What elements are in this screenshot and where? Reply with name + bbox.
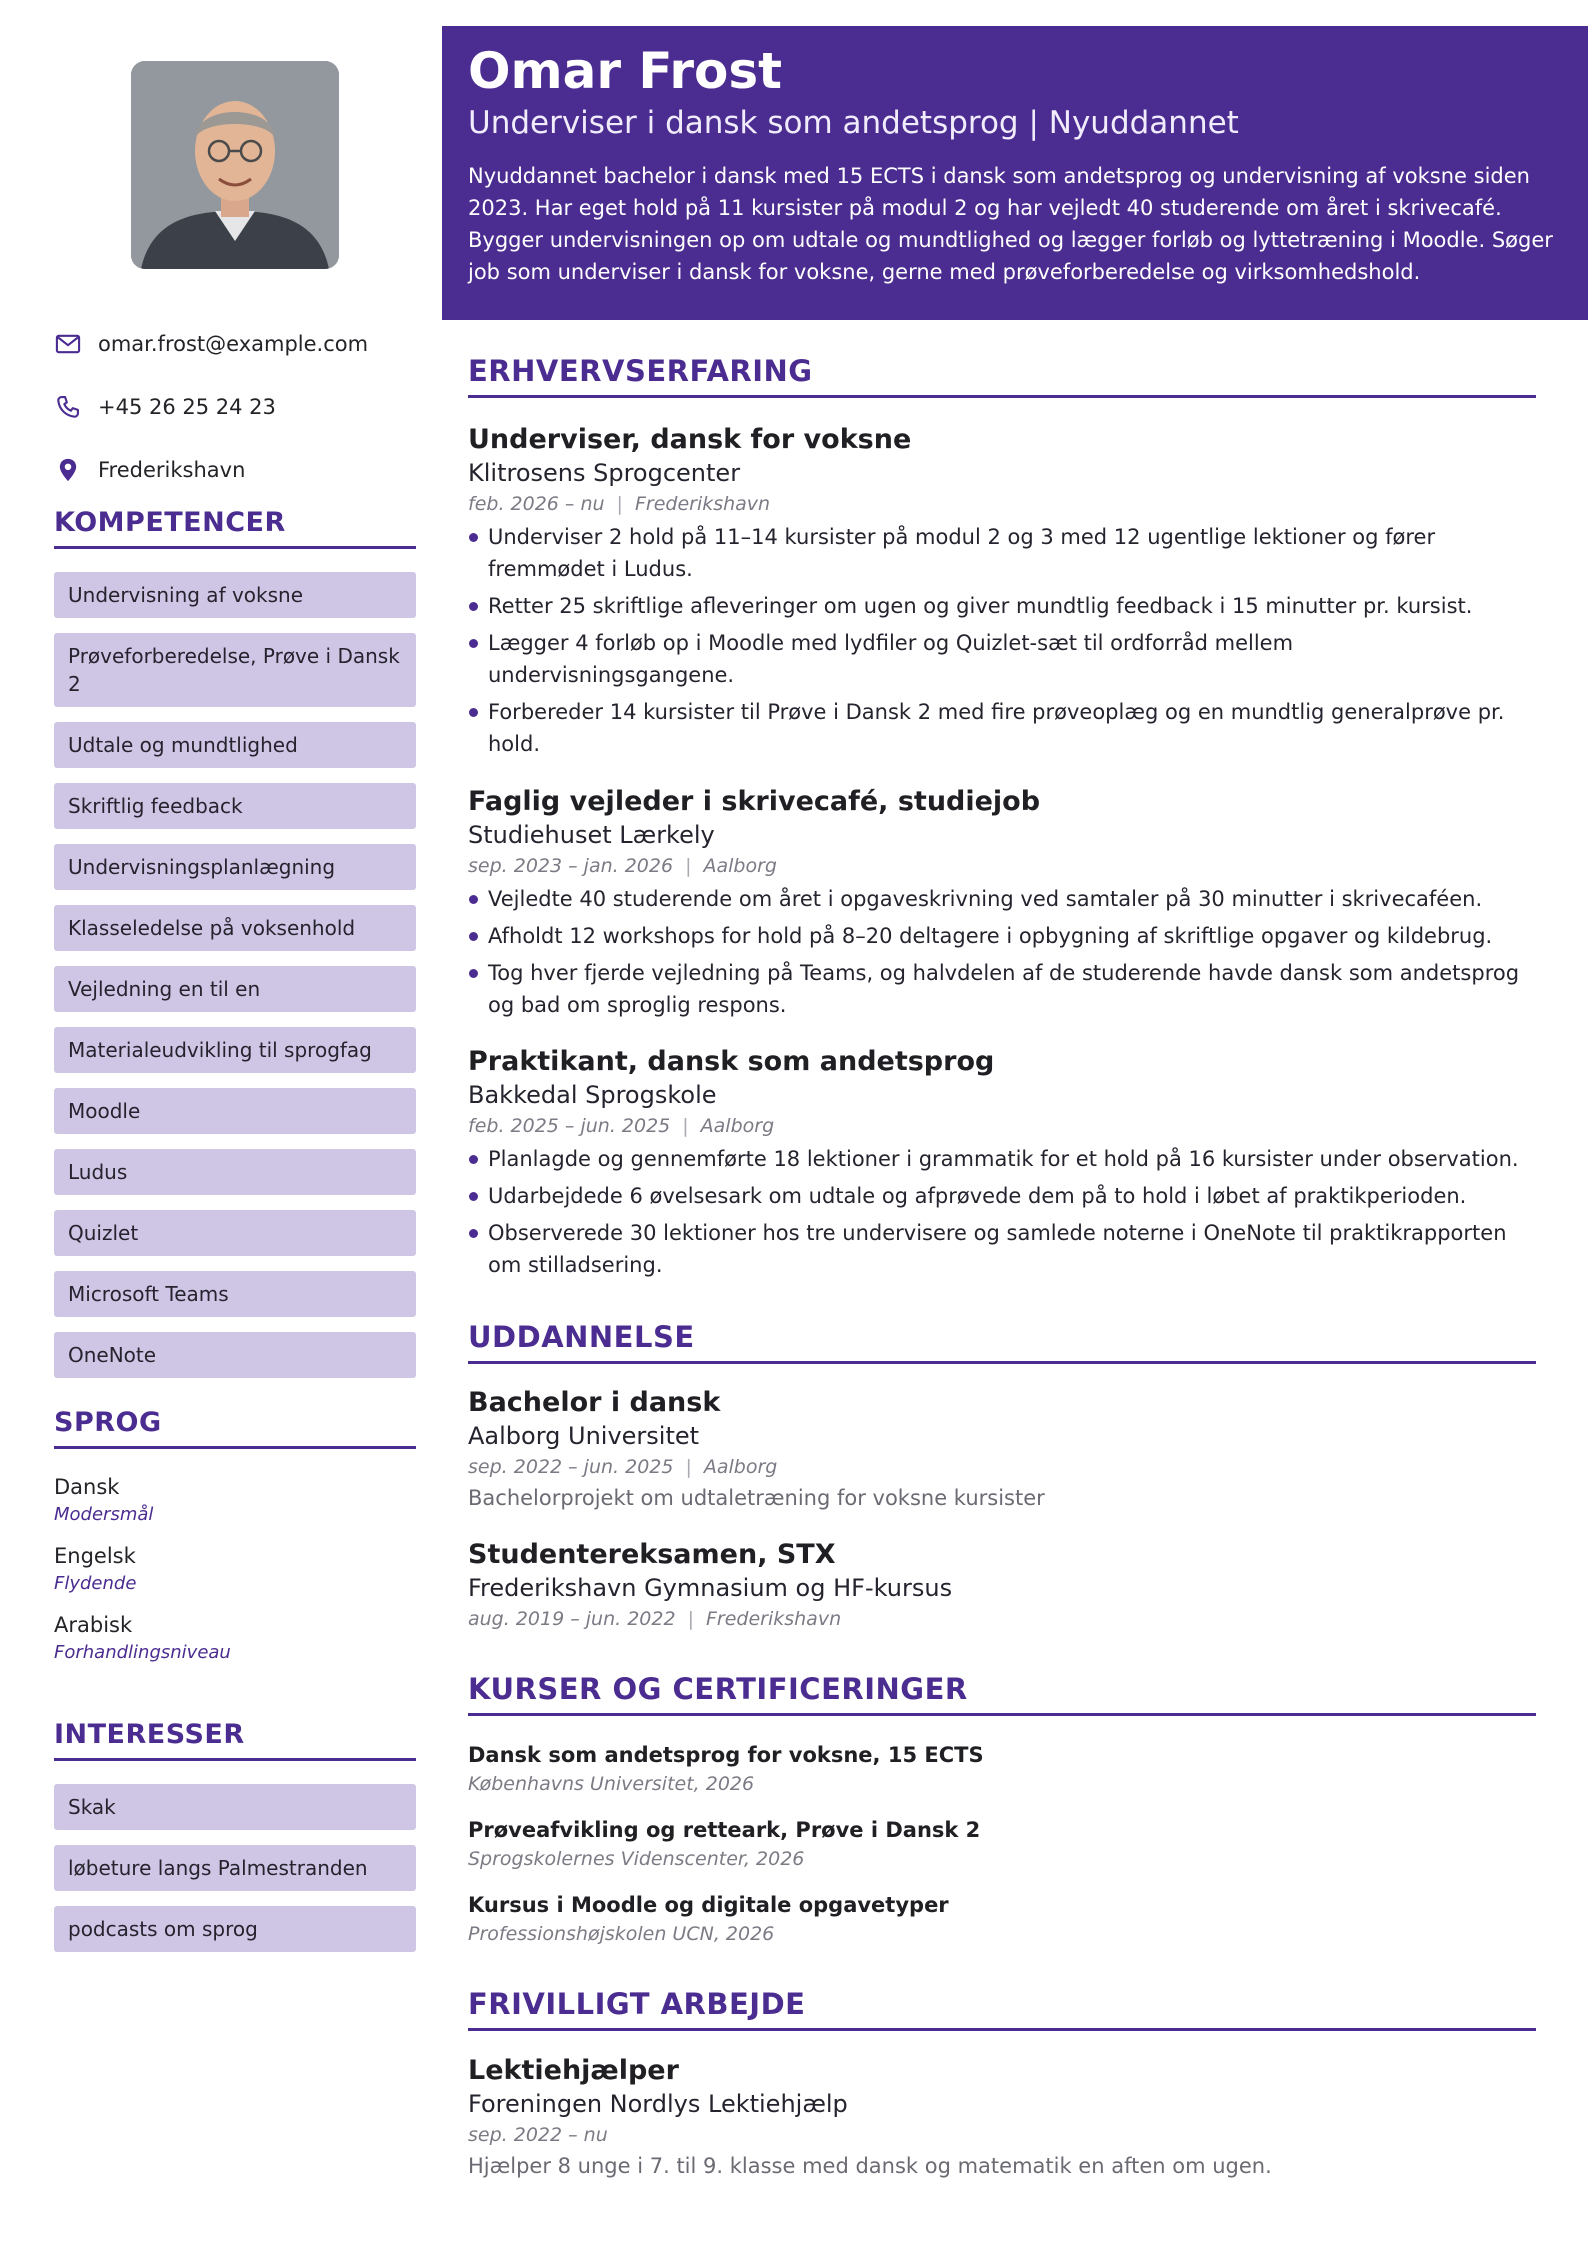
course-name: Dansk som andetsprog for voksne, 15 ECTS — [468, 1743, 984, 1767]
skill-chip: Vejledning en til en — [54, 966, 416, 1012]
job-place: Frederikshavn — [634, 493, 771, 515]
job-bullet: Afholdt 12 workshops for hold på 8–20 deltagere i opbygning af skriftlige opgaver og kildebrug. — [468, 920, 1536, 952]
volunteer-description: Hjælper 8 unge i 7. til 9. klasse med dansk og matematik en aften om ugen. — [468, 2154, 1272, 2178]
skills-heading: KOMPETENCER — [54, 507, 416, 549]
job-title: Underviser, dansk for voksne — [468, 424, 912, 455]
job-bullet: Retter 25 skriftlige afleveringer om ugen og giver mundtlig feedback i 15 minutter pr. kursist. — [468, 590, 1536, 622]
language-level: Forhandlingsniveau — [54, 1642, 231, 1663]
job-meta — [468, 489, 1536, 519]
course-entry — [468, 1740, 1536, 1798]
skill-chip: Klasseledelse på voksenhold — [54, 905, 416, 951]
interest-chip: podcasts om sprog — [54, 1906, 416, 1952]
interest-chip: Skak — [54, 1784, 416, 1830]
degree-title: Bachelor i dansk — [468, 1387, 721, 1418]
job-title: Faglig vejleder i skrivecafé, studiejob — [468, 786, 1041, 817]
job-bullet: Vejledte 40 studerende om året i opgaveskrivning ved samtaler på 30 minutter i skrivecaféen. — [468, 883, 1536, 915]
education-entry — [468, 1386, 1536, 1514]
skill-chip: Udtale og mundtlighed — [54, 722, 416, 768]
phone-text: +45 26 25 24 23 — [98, 394, 276, 419]
volunteer-role: Lektiehjælper — [468, 2055, 679, 2086]
interests-heading: INTERESSER — [54, 1719, 416, 1761]
job-title: Praktikant, dansk som andetsprog — [468, 1046, 995, 1077]
course-issuer: Professionshøjskolen UCN, 2026 — [468, 1923, 775, 1945]
language-level: Modersmål — [54, 1504, 154, 1525]
contact-location — [54, 438, 416, 501]
education-entry — [468, 1538, 1536, 1634]
job-employer: Studiehuset Lærkely — [468, 821, 715, 849]
course-entry — [468, 1815, 1536, 1873]
skill-chip: Skriftlig feedback — [54, 783, 416, 829]
skill-chip: Materialeudvikling til sprogfag — [54, 1027, 416, 1073]
skill-chip: Undervisningsplanlægning — [54, 844, 416, 890]
job-bullet: Udarbejdede 6 øvelsesark om udtale og afprøvede dem på to hold i løbet af praktikperioden. — [468, 1180, 1536, 1212]
location-pin-icon — [54, 456, 98, 484]
job-entry — [468, 423, 1536, 765]
course-issuer: Sprogskolernes Videnscenter, 2026 — [468, 1848, 805, 1870]
skill-chip: Microsoft Teams — [54, 1271, 416, 1317]
meta-separator: | — [687, 1608, 694, 1630]
job-meta — [468, 1111, 1536, 1141]
course-entry — [468, 1890, 1536, 1948]
profile-summary: Nyuddannet bachelor i dansk med 15 ECTS i dansk som andetsprog og undervisning af voksne siden 2023. Har eget hold på 11 kursister på modul 2 og har vejledt 40 studerende om året i skrivecafé. Bygger undervisningen op om udtale og mundtlighed og lægger forløb og lyttetræning i Moodle. Søger job som underviser i dansk for voksne, gerne med prøveforberedelse og virksomhedshold. — [468, 164, 1553, 284]
education-note: Bachelorprojekt om udtaletræning for voksne kursister — [468, 1486, 1045, 1510]
education-heading: UDDANNELSE — [468, 1320, 1536, 1364]
languages-heading: SPROG — [54, 1407, 416, 1449]
candidate-title: Underviser i dansk som andetsprog | Nyuddannet — [468, 105, 1239, 141]
contact-phone[interactable] — [54, 375, 416, 438]
candidate-name: Omar Frost — [468, 42, 783, 100]
language-name: Engelsk — [54, 1544, 136, 1568]
skill-chip: Ludus — [54, 1149, 416, 1195]
location-text: Frederikshavn — [98, 457, 246, 482]
job-bullet: Underviser 2 hold på 11–14 kursister på modul 2 og 3 med 12 ugentlige lektioner og fører fremmødet i Ludus. — [468, 521, 1536, 585]
skill-chip: Undervisning af voksne — [54, 572, 416, 618]
school-name: Aalborg Universitet — [468, 1422, 700, 1450]
education-meta — [468, 1604, 1536, 1634]
job-bullets — [468, 883, 1536, 1021]
volunteer-entry — [468, 2054, 1536, 2182]
course-name: Kursus i Moodle og digitale opgavetyper — [468, 1893, 949, 1917]
job-bullets — [468, 1143, 1536, 1281]
meta-separator: | — [685, 855, 692, 877]
education-dates: sep. 2022 – jun. 2025 — [468, 1456, 674, 1478]
job-dates: sep. 2023 – jan. 2026 — [468, 855, 674, 877]
contact-email[interactable] — [54, 312, 416, 375]
meta-separator: | — [682, 1115, 689, 1137]
job-entry — [468, 785, 1536, 1026]
job-bullet: Lægger 4 forløb op i Moodle med lydfiler og Quizlet-sæt til ordforråd mellem undervisningsgangene. — [468, 627, 1536, 691]
profile-photo — [131, 61, 339, 269]
meta-separator: | — [616, 493, 623, 515]
contact-list — [54, 312, 416, 501]
courses-heading: KURSER OG CERTIFICERINGER — [468, 1672, 1536, 1716]
skills-list — [54, 572, 416, 1393]
course-issuer: Københavns Universitet, 2026 — [468, 1773, 755, 1795]
meta-separator: | — [685, 1456, 692, 1478]
mail-icon — [54, 330, 98, 358]
language-item — [54, 1610, 416, 1666]
skill-chip: Moodle — [54, 1088, 416, 1134]
degree-title: Studentereksamen, STX — [468, 1539, 836, 1570]
volunteer-dates: sep. 2022 – nu — [468, 2124, 608, 2146]
job-employer: Klitrosens Sprogcenter — [468, 459, 741, 487]
job-bullets — [468, 521, 1536, 760]
languages-list — [54, 1472, 416, 1679]
job-bullet: Observerede 30 lektioner hos tre undervisere og samlede noterne i OneNote til praktikrapporten om stilladsering. — [468, 1217, 1536, 1281]
job-bullet: Tog hver fjerde vejledning på Teams, og halvdelen af de studerende havde dansk som andetsprog og bad om sproglig respons. — [468, 957, 1536, 1021]
language-name: Arabisk — [54, 1613, 133, 1637]
interest-chip: løbeture langs Palmestranden — [54, 1845, 416, 1891]
interests-list — [54, 1784, 416, 1967]
language-level: Flydende — [54, 1573, 137, 1594]
language-name: Dansk — [54, 1475, 120, 1499]
course-name: Prøveafvikling og retteark, Prøve i Dansk 2 — [468, 1818, 981, 1842]
education-dates: aug. 2019 – jun. 2022 — [468, 1608, 676, 1630]
education-place: Aalborg — [703, 1456, 778, 1478]
experience-heading: ERHVERVSERFARING — [468, 354, 1536, 398]
job-bullet: Forbereder 14 kursister til Prøve i Dansk 2 med fire prøveoplæg og en mundtlig generalprøve pr. hold. — [468, 696, 1536, 760]
header-band — [442, 26, 1588, 320]
job-bullet: Planlagde og gennemførte 18 lektioner i grammatik for et hold på 16 kursister under observation. — [468, 1143, 1536, 1175]
job-place: Aalborg — [703, 855, 777, 877]
education-place: Frederikshavn — [705, 1608, 842, 1630]
school-name: Frederikshavn Gymnasium og HF-kursus — [468, 1574, 953, 1602]
job-place: Aalborg — [700, 1115, 775, 1137]
job-employer: Bakkedal Sprogskole — [468, 1081, 717, 1109]
language-item — [54, 1472, 416, 1528]
job-dates: feb. 2025 – jun. 2025 — [468, 1115, 671, 1137]
job-dates: feb. 2026 – nu — [468, 493, 605, 515]
skill-chip: Quizlet — [54, 1210, 416, 1256]
job-entry — [468, 1045, 1536, 1286]
education-meta — [468, 1452, 1536, 1482]
email-text: omar.frost@example.com — [98, 331, 369, 356]
volunteer-heading: FRIVILLIGT ARBEJDE — [468, 1987, 1536, 2031]
language-item — [54, 1541, 416, 1597]
job-meta — [468, 851, 1536, 881]
skill-chip: OneNote — [54, 1332, 416, 1378]
volunteer-org: Foreningen Nordlys Lektiehjælp — [468, 2090, 848, 2118]
phone-icon — [54, 393, 98, 421]
skill-chip: Prøveforberedelse, Prøve i Dansk 2 — [54, 633, 416, 707]
